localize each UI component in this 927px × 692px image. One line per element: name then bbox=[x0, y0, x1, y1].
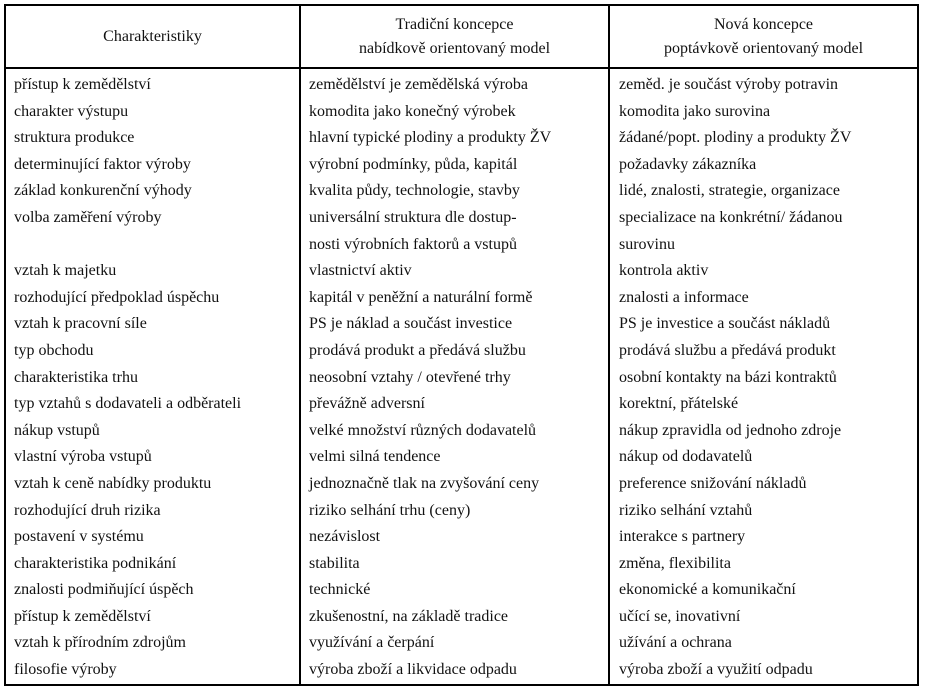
cell-text: surovinu bbox=[619, 235, 675, 253]
cell-text: komodita jako surovina bbox=[619, 102, 771, 120]
cell-text: znalosti a informace bbox=[619, 288, 749, 306]
header-characteristics bbox=[6, 6, 299, 67]
cell-text: determinující faktor výroby bbox=[14, 155, 191, 173]
traditional-cell bbox=[299, 524, 608, 551]
table-row bbox=[6, 577, 917, 604]
traditional-cell bbox=[299, 418, 608, 445]
cell-text: typ vztahů s dodavateli a odběrateli bbox=[14, 395, 242, 413]
traditional-cell bbox=[299, 365, 608, 392]
table-row bbox=[6, 391, 917, 418]
cell-text: neosobní vztahy / otevřené trhy bbox=[309, 368, 511, 386]
cell-text: převážně adversní bbox=[309, 395, 425, 413]
cell-text: korektní, přátelské bbox=[619, 395, 739, 413]
cell-text: riziko selhání vztahů bbox=[619, 501, 753, 519]
header-line: poptávkově orientovaný model bbox=[663, 39, 864, 57]
header-line: Nová koncepce bbox=[713, 15, 814, 33]
cell-text: charakteristika trhu bbox=[14, 368, 138, 386]
characteristic-cell bbox=[6, 125, 299, 152]
new-concept-cell bbox=[608, 604, 915, 631]
traditional-cell bbox=[299, 285, 608, 312]
traditional-cell bbox=[299, 471, 608, 498]
traditional-cell bbox=[299, 630, 608, 657]
table-row bbox=[6, 338, 917, 365]
new-concept-cell bbox=[608, 418, 915, 445]
cell-text: osobní kontakty na bázi kontraktů bbox=[619, 368, 837, 386]
traditional-cell bbox=[299, 258, 608, 285]
header-divider bbox=[6, 67, 917, 69]
traditional-cell bbox=[299, 152, 608, 179]
table-row bbox=[6, 99, 917, 126]
characteristic-cell bbox=[6, 577, 299, 604]
cell-text: nákup od dodavatelů bbox=[619, 448, 753, 466]
characteristic-cell bbox=[6, 604, 299, 631]
traditional-cell bbox=[299, 205, 608, 258]
table-row bbox=[6, 178, 917, 205]
new-concept-cell bbox=[608, 285, 915, 312]
characteristic-cell bbox=[6, 311, 299, 338]
new-concept-cell bbox=[608, 498, 915, 525]
cell-text: jednoznačně tlak na zvyšování ceny bbox=[309, 474, 540, 492]
traditional-cell bbox=[299, 444, 608, 471]
cell-text: interakce s partnery bbox=[619, 528, 746, 546]
new-concept-cell bbox=[608, 338, 915, 365]
table-row bbox=[6, 630, 917, 657]
cell-text: stabilita bbox=[309, 554, 360, 572]
table-row bbox=[6, 72, 917, 99]
new-concept-cell bbox=[608, 205, 915, 258]
cell-text: základ konkurenční výhody bbox=[14, 182, 192, 200]
cell-text: výroba zboží a využití odpadu bbox=[619, 661, 813, 679]
traditional-cell bbox=[299, 498, 608, 525]
new-concept-cell bbox=[608, 311, 915, 338]
characteristic-cell bbox=[6, 444, 299, 471]
cell-text: hlavní typické plodiny a produkty ŽV bbox=[309, 129, 552, 147]
cell-text: prodává službu a předává produkt bbox=[619, 341, 836, 359]
cell-text: učící se, inovativní bbox=[619, 607, 741, 625]
characteristic-cell bbox=[6, 498, 299, 525]
characteristic-cell bbox=[6, 338, 299, 365]
traditional-cell bbox=[299, 125, 608, 152]
traditional-cell bbox=[299, 657, 608, 684]
cell-text: přístup k zemědělství bbox=[14, 76, 151, 93]
table-row bbox=[6, 258, 917, 285]
new-concept-cell bbox=[608, 630, 915, 657]
cell-text: žádané/popt. plodiny a produkty ŽV bbox=[619, 129, 852, 147]
characteristic-cell bbox=[6, 524, 299, 551]
cell-text: volba zaměření výroby bbox=[14, 208, 162, 226]
traditional-cell bbox=[299, 72, 608, 99]
traditional-cell bbox=[299, 391, 608, 418]
new-concept-cell bbox=[608, 524, 915, 551]
traditional-cell bbox=[299, 338, 608, 365]
characteristic-cell bbox=[6, 365, 299, 392]
new-concept-cell bbox=[608, 178, 915, 205]
table-row bbox=[6, 311, 917, 338]
cell-text: nákup vstupů bbox=[14, 421, 100, 439]
new-concept-cell bbox=[608, 152, 915, 179]
cell-text: PS je investice a součást nákladů bbox=[619, 315, 831, 333]
cell-text: preference snižování nákladů bbox=[619, 474, 807, 492]
cell-text: vlastnictví aktiv bbox=[309, 262, 412, 280]
cell-text: riziko selhání trhu (ceny) bbox=[309, 501, 471, 519]
cell-text: charakteristika podnikání bbox=[14, 554, 177, 572]
new-concept-cell bbox=[608, 577, 915, 604]
characteristic-cell bbox=[6, 657, 299, 684]
header-new-concept bbox=[610, 6, 917, 67]
cell-text: znalosti podmiňující úspěch bbox=[14, 581, 194, 599]
characteristic-cell bbox=[6, 99, 299, 126]
table-row bbox=[6, 152, 917, 179]
cell-text: universální struktura dle dostup- bbox=[309, 208, 517, 226]
comparison-table bbox=[4, 4, 919, 686]
header-traditional-concept bbox=[301, 6, 608, 67]
cell-text: vztah k pracovní síle bbox=[14, 315, 147, 333]
characteristic-cell bbox=[6, 418, 299, 445]
table-row bbox=[6, 551, 917, 578]
characteristic-cell bbox=[6, 551, 299, 578]
cell-text: kapitál v peněžní a naturální formě bbox=[309, 288, 533, 306]
characteristic-cell bbox=[6, 285, 299, 312]
new-concept-cell bbox=[608, 444, 915, 471]
characteristic-cell bbox=[6, 630, 299, 657]
new-concept-cell bbox=[608, 551, 915, 578]
traditional-cell bbox=[299, 551, 608, 578]
cell-text: vztah k majetku bbox=[14, 262, 117, 280]
cell-text: vztah k přírodním zdrojům bbox=[14, 634, 186, 652]
cell-text: přístup k zemědělství bbox=[14, 607, 151, 625]
table-row bbox=[6, 444, 917, 471]
cell-text: struktura produkce bbox=[14, 129, 135, 147]
characteristic-cell bbox=[6, 391, 299, 418]
cell-text: typ obchodu bbox=[14, 341, 94, 359]
header-line: Charakteristiky bbox=[103, 27, 202, 45]
table-row bbox=[6, 285, 917, 312]
cell-text: zemědělství je zemědělská výroba bbox=[309, 76, 529, 93]
cell-text: zkušenostní, na základě tradice bbox=[309, 607, 509, 625]
cell-text: užívání a ochrana bbox=[619, 634, 732, 652]
cell-text: rozhodující druh rizika bbox=[14, 501, 161, 519]
cell-text: velké množství různých dodavatelů bbox=[309, 421, 537, 439]
table-row bbox=[6, 125, 917, 152]
cell-text: PS je náklad a součást investice bbox=[309, 315, 513, 333]
cell-text: změna, flexibilita bbox=[619, 554, 731, 572]
table-row bbox=[6, 471, 917, 498]
new-concept-cell bbox=[608, 657, 915, 684]
characteristic-cell bbox=[6, 258, 299, 285]
traditional-cell bbox=[299, 577, 608, 604]
cell-text: velmi silná tendence bbox=[309, 448, 441, 466]
cell-text: nákup zpravidla od jednoho zdroje bbox=[619, 421, 842, 439]
table-row bbox=[6, 604, 917, 631]
traditional-cell bbox=[299, 604, 608, 631]
cell-text: filosofie výroby bbox=[14, 661, 117, 679]
table-row bbox=[6, 524, 917, 551]
characteristic-cell bbox=[6, 178, 299, 205]
cell-text: komodita jako konečný výrobek bbox=[309, 102, 516, 120]
traditional-cell bbox=[299, 178, 608, 205]
traditional-cell bbox=[299, 99, 608, 126]
cell-text: kvalita půdy, technologie, stavby bbox=[309, 182, 520, 200]
new-concept-cell bbox=[608, 391, 915, 418]
cell-text: prodává produkt a předává službu bbox=[309, 341, 526, 359]
table-row bbox=[6, 498, 917, 525]
characteristic-cell bbox=[6, 471, 299, 498]
header-line: Tradiční koncepce bbox=[395, 15, 514, 33]
new-concept-cell bbox=[608, 99, 915, 126]
cell-text: nosti výrobních faktorů a vstupů bbox=[309, 235, 517, 253]
cell-text: lidé, znalosti, strategie, organizace bbox=[619, 182, 840, 200]
cell-text: specializace na konkrétní/ žádanou bbox=[619, 208, 843, 226]
cell-text: ekonomické a komunikační bbox=[619, 581, 796, 599]
cell-text: výrobní podmínky, půda, kapitál bbox=[309, 155, 518, 173]
cell-text: požadavky zákazníka bbox=[619, 155, 757, 173]
cell-text: zeměd. je součást výroby potravin bbox=[619, 76, 839, 93]
cell-text: vztah k ceně nabídky produktu bbox=[14, 474, 212, 492]
cell-text: vlastní výroba vstupů bbox=[14, 448, 152, 466]
cell-text: výroba zboží a likvidace odpadu bbox=[309, 661, 517, 679]
new-concept-cell bbox=[608, 471, 915, 498]
cell-text: charakter výstupu bbox=[14, 102, 129, 120]
cell-text: kontrola aktiv bbox=[619, 262, 709, 280]
table-body bbox=[6, 72, 917, 684]
cell-text: využívání a čerpání bbox=[309, 634, 435, 652]
characteristic-cell bbox=[6, 205, 299, 258]
table-row bbox=[6, 205, 917, 258]
table-row bbox=[6, 365, 917, 392]
header-line: nabídkově orientovaný model bbox=[358, 39, 551, 57]
new-concept-cell bbox=[608, 365, 915, 392]
cell-text: postavení v systému bbox=[14, 528, 144, 546]
table-row bbox=[6, 657, 917, 684]
cell-text: nezávislost bbox=[309, 528, 381, 546]
characteristic-cell bbox=[6, 72, 299, 99]
cell-text: rozhodující předpoklad úspěchu bbox=[14, 288, 220, 306]
new-concept-cell bbox=[608, 125, 915, 152]
cell-text: technické bbox=[309, 581, 371, 599]
characteristic-cell bbox=[6, 152, 299, 179]
table-row bbox=[6, 418, 917, 445]
traditional-cell bbox=[299, 311, 608, 338]
new-concept-cell bbox=[608, 72, 915, 99]
new-concept-cell bbox=[608, 258, 915, 285]
